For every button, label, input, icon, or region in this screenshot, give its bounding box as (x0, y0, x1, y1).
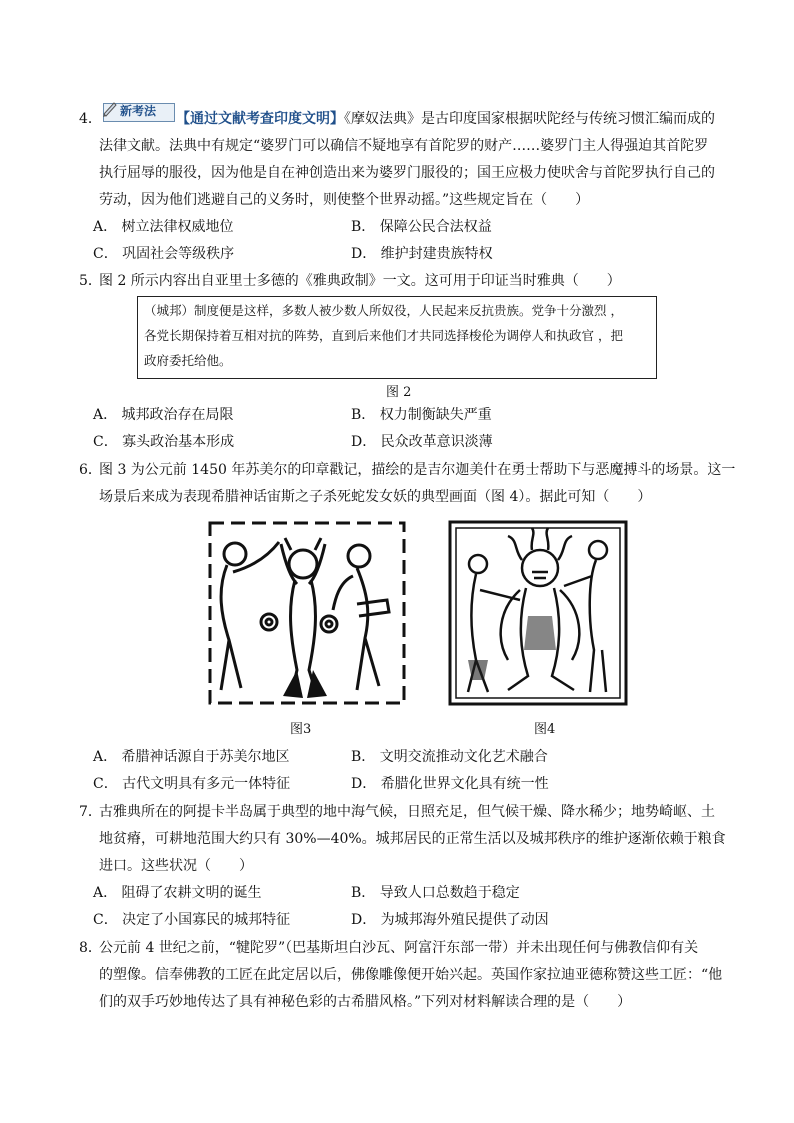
q6-option-b[interactable]: B． 文明交流推动文化艺术融合 (351, 749, 548, 765)
q7-line-3: 进口。这些状况（ ） (99, 858, 253, 874)
pen-icon (101, 100, 119, 118)
q7-number: 7． (79, 804, 102, 820)
figure-4-caption: 图4 (534, 722, 556, 737)
q4-line-3: 执行屈辱的服役，因为他是自在神创造出来为婆罗门服役的；国王应极力使吠舍与首陀罗执行自己的 (99, 165, 715, 181)
q5-quote-line-2: 各党长期保持着互相对抗的阵势，直到后来他们才共同选择梭伦为调停人和执政官 ，把 (144, 328, 623, 343)
q4-option-a[interactable]: A． 树立法律权威地位 (93, 219, 234, 235)
q7-option-a[interactable]: A． 阻碍了农耕文明的诞生 (93, 885, 262, 901)
q4-line-4: 劳动，因为他们逃避自己的义务时，则使整个世界动摇。”这些规定旨在（ ） (99, 192, 590, 208)
q4-option-b[interactable]: B． 保障公民合法权益 (351, 219, 492, 235)
q6-option-c[interactable]: C． 古代文明具有多元一体特征 (93, 776, 291, 792)
q7-line-1: 古雅典所在的阿提卡半岛属于典型的地中海气候，日照充足，但气候干燥、降水稀少；地势崎岖、土 (99, 804, 715, 820)
q4-line-2: 法律文献。法典中有规定“婆罗门可以确信不疑地享有首陀罗的财产……婆罗门主人得强迫其首陀罗 (99, 138, 709, 154)
q8-line-2: 的塑像。信奉佛教的工匠在此定居以后，佛像雕像便开始兴起。英国作家拉迪亚德称赞这些工匠：“他 (99, 967, 723, 983)
q7-option-b[interactable]: B． 导致人口总数趋于稳定 (351, 885, 520, 901)
q6-line-2: 场景后来成为表现希腊神话宙斯之子杀死蛇发女妖的典型画面（图 4）。据此可知（ ） (99, 489, 652, 505)
q6-number: 6． (79, 462, 102, 478)
q5-option-d[interactable]: D． 民众改革意识淡薄 (351, 434, 493, 450)
q5-quote-line-1: （城邦）制度便是这样，多数人被少数人所奴役，人民起来反抗贵族。党争十分激烈 ， (144, 303, 623, 318)
q7-option-d[interactable]: D． 为城邦海外殖民提供了动因 (351, 912, 549, 928)
q4-option-c[interactable]: C． 巩固社会等级秩序 (93, 246, 235, 262)
q5-quote-box (137, 296, 657, 379)
figure-4-gorgon-image (448, 520, 628, 706)
figure-2-caption: 图 2 (386, 385, 412, 400)
q6-option-a[interactable]: A． 希腊神话源自于苏美尔地区 (93, 749, 290, 765)
q8-line-1: 公元前 4 世纪之前，“犍陀罗”（巴基斯坦白沙瓦、阿富汗东部一带）并未出现任何与佛教信仰有关 (99, 940, 699, 956)
q6-option-d[interactable]: D． 希腊化世界文化具有统一性 (351, 776, 549, 792)
q4-option-d[interactable]: D． 维护封建贵族特权 (351, 246, 493, 262)
q4-number: 4． (79, 111, 102, 127)
q5-stem: 图 2 所示内容出自亚里士多德的《雅典政制》一文。这可用于印证当时雅典（ ） (99, 273, 621, 289)
new-method-badge (103, 100, 173, 120)
badge-label: 新考法 (120, 104, 157, 118)
q8-number: 8． (79, 940, 102, 956)
q7-line-2: 地贫瘠，可耕地范围大约只有 30%—40%。城邦居民的正常生活以及城邦秩序的维护逐渐依赖于粮食 (99, 831, 726, 847)
figure-3-seal-image (207, 520, 407, 706)
q6-line-1: 图 3 为公元前 1450 年苏美尔的印章戳记，描绘的是吉尔迦美什在勇士帮助下与恶魔搏斗的场景。这一 (99, 462, 736, 478)
q4-line-1 (176, 109, 715, 129)
q5-number: 5． (79, 273, 102, 289)
q5-option-c[interactable]: C． 寡头政治基本形成 (93, 434, 235, 450)
q4-topic-tag: 【通过文献考查印度文明】 (176, 111, 344, 127)
q8-line-3: 们的双手巧妙地传达了具有神秘色彩的古希腊风格。”下列对材料解读合理的是（ ） (99, 994, 632, 1010)
q5-option-b[interactable]: B． 权力制衡缺失严重 (351, 407, 492, 423)
q5-quote-line-3: 政府委托给他。 (144, 353, 232, 368)
figure-3-caption: 图3 (290, 722, 312, 737)
q5-option-a[interactable]: A． 城邦政治存在局限 (93, 407, 234, 423)
q7-option-c[interactable]: C． 决定了小国寡民的城邦特征 (93, 912, 291, 928)
q4-stem-1: 《摩奴法典》是古印度国家根据吠陀经与传统习惯汇编而成的 (344, 111, 715, 127)
